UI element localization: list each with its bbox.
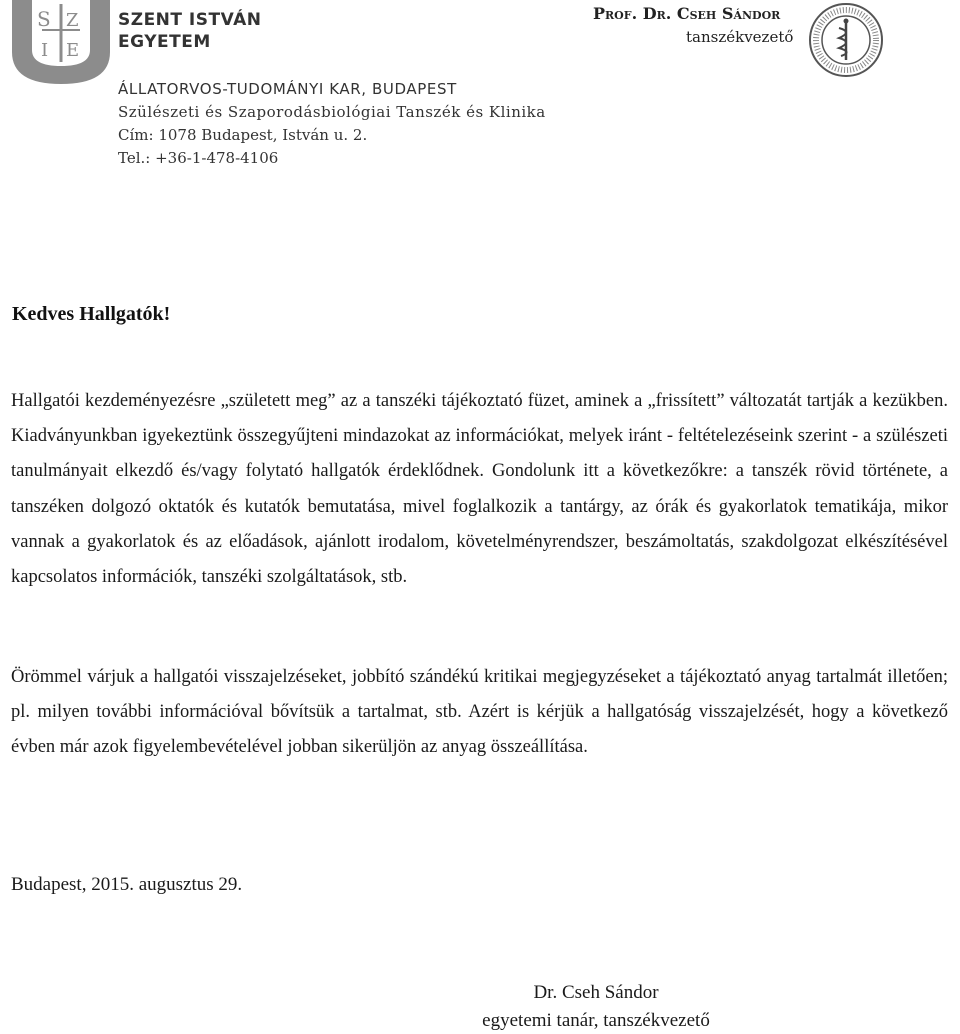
svg-text:E: E [66, 40, 80, 61]
university-name-line2: EGYETEM [118, 32, 211, 52]
university-name [118, 9, 261, 53]
svg-text:S: S [37, 7, 51, 31]
svg-text:Z: Z [66, 10, 79, 31]
faculty-seal-icon [808, 2, 884, 78]
department-head-title: tanszékvezető [686, 28, 794, 46]
signature-name: Dr. Cseh Sándor [533, 982, 659, 1003]
phone-line: Tel.: +36-1-478-4106 [118, 149, 279, 167]
department-name: Szülészeti és Szaporodásbiológiai Tanszék és Klinika [118, 103, 546, 121]
svg-text:I: I [41, 40, 49, 61]
letter-greeting: Kedves Hallgatók! [12, 303, 171, 325]
letter-paragraph-2: Örömmel várjuk a hallgatói visszajelzéseket, jobbító szándékú kritikai megjegyzéseket a tájékoztató anyag tartalmát illetően; pl. milyen további információval bővítsük a tartalmat, stb. Azért is kérjük a hallgatóság visszajelzését, hogy a következő évben már azok figyelembevételével jobban sikerüljön az anyag összeállítása. [11, 667, 948, 758]
faculty-name: ÁLLATORVOS-TUDOMÁNYI KAR, BUDAPEST [118, 80, 457, 98]
signature-title: egyetemi tanár, tanszékvezető [482, 1010, 710, 1031]
department-head-name: Prof. Dr. Cseh Sándor [593, 4, 781, 23]
university-logo [8, 0, 114, 84]
address-line: Cím: 1078 Budapest, István u. 2. [118, 126, 368, 144]
letter-date: Budapest, 2015. augusztus 29. [11, 874, 243, 895]
university-name-line1: SZENT ISTVÁN [118, 10, 262, 30]
letter-paragraph-1: Hallgatói kezdeményezésre „született meg” az a tanszéki tájékoztató füzet, aminek a „frissített” változatát tartják a kezükben. Kiadványunkban igyekeztünk összegyűjteni mindazokat az információkat, melyek iránt - feltételezéseink szerint - a szülészeti tanulmányait elkezdő és/vagy folytató hallgatók érdeklődnek. Gondolunk itt a következőkre: a tanszék rövid története, a tanszéken dolgozó oktatók és kutatók bemutatása, mivel foglalkozik a tantárgy, az órák és gyakorlatok tematikája, mikor vannak a gyakorlatok és az előadások, ajánlott irodalom, követelményrendszer, beszámoltatás, szakdolgozat elkészítésével kapcsolatos információk, tanszéki szolgáltatások, stb. [11, 391, 948, 588]
